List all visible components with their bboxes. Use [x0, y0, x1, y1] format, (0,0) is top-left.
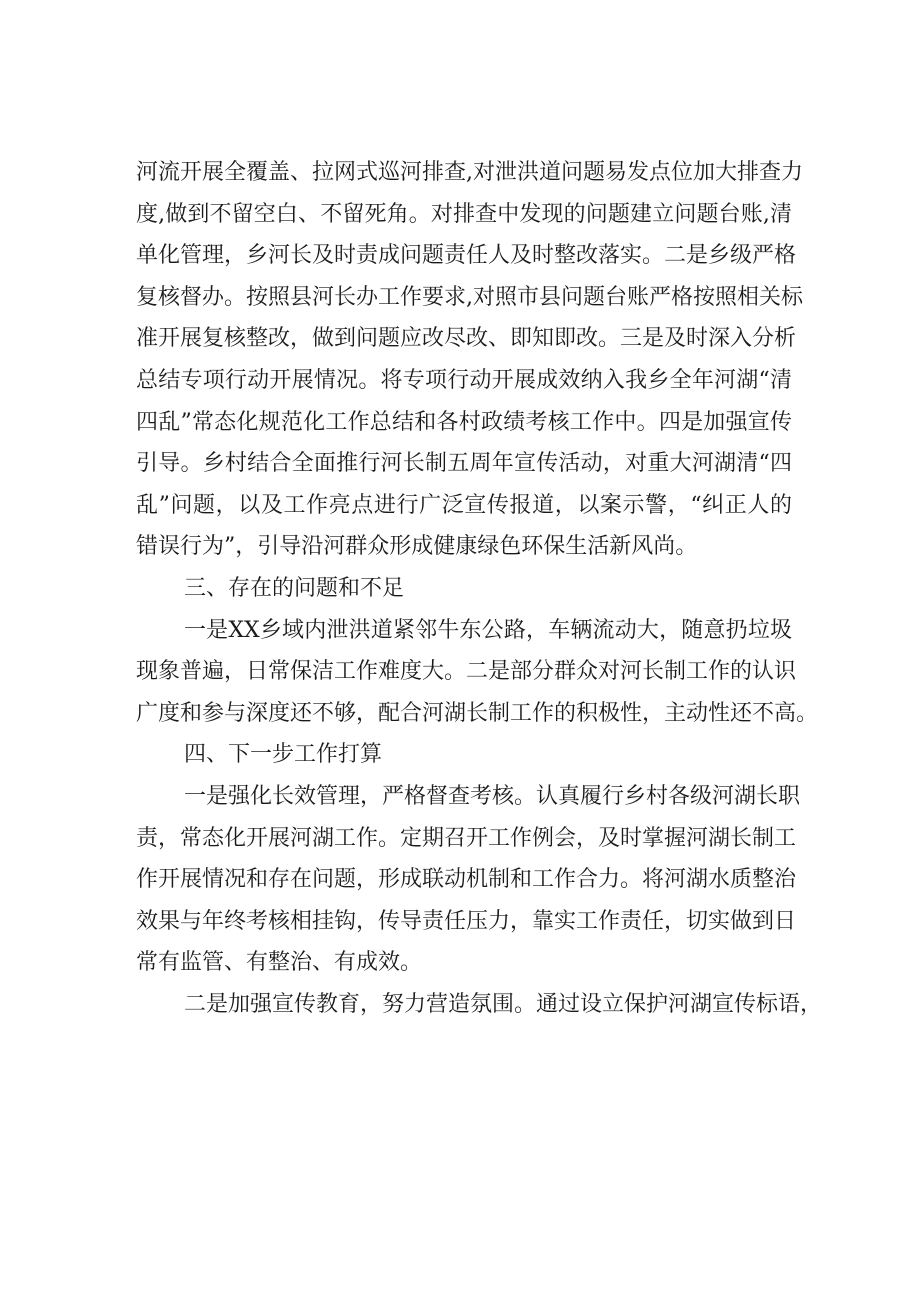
- text-line: 复核督办。按照县河长办工作要求,对照市县问题台账严格按照相关标: [136, 284, 803, 310]
- text-line: 度,做到不留空白、不留死角。对排查中发现的问题建立问题台账,清: [136, 201, 792, 227]
- text-line: 总结专项行动开展情况。将专项行动开展成效纳入我乡全年河湖“清: [136, 367, 792, 393]
- text-line: 准开展复核整改，做到问题应改尽改、即知即改。三是及时深入分析: [136, 326, 797, 352]
- text-line: 一是XX乡域内泄洪道紧邻牛东公路，车辆流动大，随意扔垃圾: [184, 617, 792, 643]
- text-line: 现象普遍，日常保洁工作难度大。二是部分群众对河长制工作的认识: [136, 659, 797, 685]
- text-line: 责，常态化开展河湖工作。定期召开工作例会，及时掌握河湖长制工: [136, 825, 797, 851]
- section-heading: 四、下一步工作打算: [184, 742, 383, 768]
- text-line: 错误行为”，引导沿河群众形成健康绿色环保生活新风尚。: [136, 534, 698, 560]
- text-line: 单化管理，乡河长及时责成问题责任人及时整改落实。二是乡级严格: [136, 243, 797, 269]
- text-line: 效果与年终考核相挂钩，传导责任压力，靠实工作责任，切实做到日: [136, 908, 797, 934]
- text-line: 一是强化长效管理，严格督查考核。认真履行乡村各级河湖长职: [184, 783, 801, 809]
- text-line: 常有监管、有整治、有成效。: [136, 950, 423, 976]
- text-line: 作开展情况和存在问题，形成联动机制和工作合力。将河湖水质整治: [136, 867, 797, 893]
- text-line: 引导。乡村结合全面推行河长制五周年宣传活动，对重大河湖清“四: [136, 451, 792, 477]
- document-body: [136, 152, 823, 1025]
- text-line: 四乱”常态化规范化工作总结和各村政绩考核工作中。四是加强宣传: [136, 409, 792, 435]
- text-line: 乱”问题，以及工作亮点进行广泛宣传报道，以案示警，“纠正人的: [136, 492, 792, 518]
- section-heading: 三、存在的问题和不足: [184, 575, 405, 601]
- text-line: 河流开展全覆盖、拉网式巡河排查,对泄洪道问题易发点位加大排查力: [136, 160, 803, 185]
- text-line: 二是加强宣传教育，努力营造氛围。通过设立保护河湖宣传标语，: [184, 991, 823, 1017]
- text-line: 广度和参与深度还不够，配合河湖长制工作的积极性，主动性还不高。: [136, 700, 819, 726]
